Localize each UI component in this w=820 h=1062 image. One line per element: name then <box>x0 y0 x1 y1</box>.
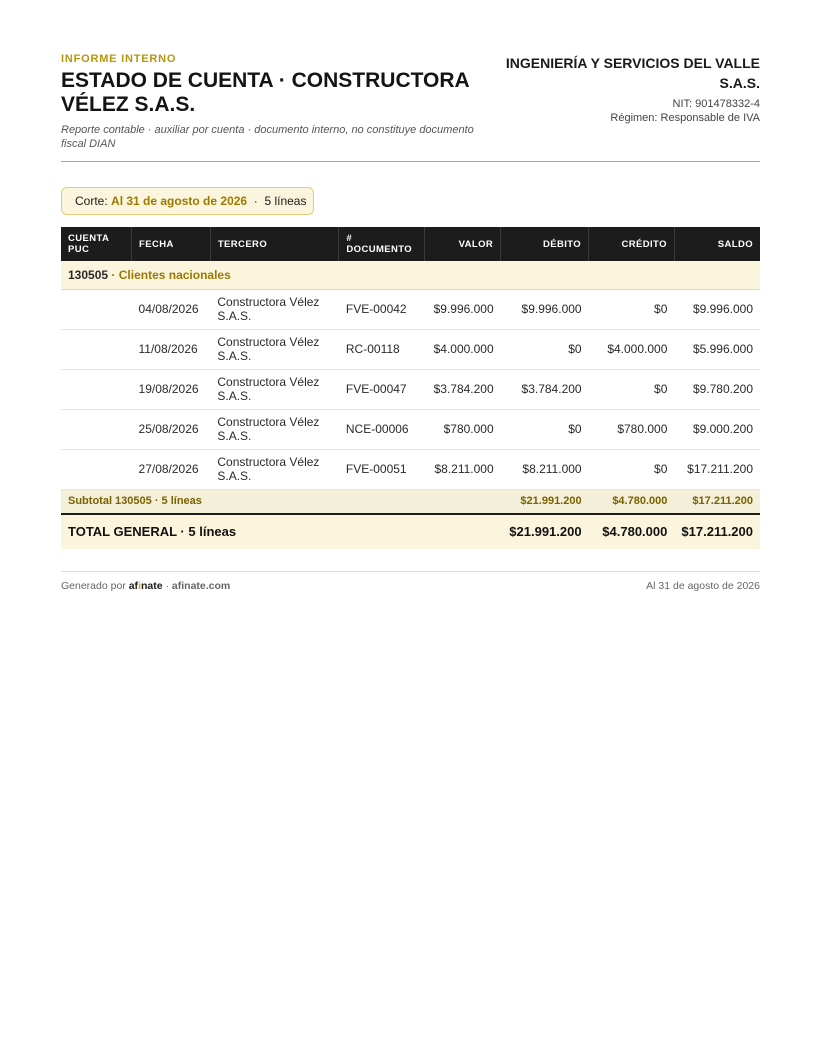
cell-documento: RC-00118 <box>339 329 425 369</box>
cell-valor: $9.996.000 <box>425 289 501 329</box>
account-name: Clientes nacionales <box>118 267 231 282</box>
account-group-row <box>61 261 760 289</box>
report-subtitle: Reporte contable · auxiliar por cuenta · documento interno, no constituye documento fiscal DIAN <box>61 124 474 150</box>
cell-credito: $0 <box>589 369 675 409</box>
report-header <box>61 0 760 162</box>
page-footer <box>61 571 760 595</box>
subtotal-credito: $4.780.000 <box>589 489 675 514</box>
subtotal-label: Subtotal 130505 · 5 líneas <box>61 489 501 514</box>
cell-tercero: Constructora Vélez S.A.S. <box>210 449 339 489</box>
document-page <box>61 0 760 592</box>
table-row <box>61 289 760 329</box>
cell-tercero: Constructora Vélez S.A.S. <box>210 409 339 449</box>
cell-valor: $8.211.000 <box>425 449 501 489</box>
col-header-debito[interactable]: DÉBITO <box>501 227 589 261</box>
cell-cuenta <box>61 409 132 449</box>
cell-tercero: Constructora Vélez S.A.S. <box>210 329 339 369</box>
cell-cuenta <box>61 329 132 369</box>
cell-credito: $0 <box>589 289 675 329</box>
cell-credito: $780.000 <box>589 409 675 449</box>
report-title: ESTADO DE CUENTA · CONSTRUCTORA VÉLEZ S.A.S. <box>61 69 469 116</box>
cutoff-date: Al 31 de agosto de 2026 <box>111 194 248 208</box>
col-header-valor[interactable]: VALOR <box>425 227 501 261</box>
cell-cuenta <box>61 289 132 329</box>
cell-fecha: 27/08/2026 <box>132 449 211 489</box>
cutoff-line-count: 5 líneas <box>264 194 307 208</box>
cell-tercero: Constructora Vélez S.A.S. <box>210 289 339 329</box>
cell-debito: $9.996.000 <box>501 289 589 329</box>
col-header-documento[interactable]: # DOCUMENTO <box>339 227 425 261</box>
cell-credito: $4.000.000 <box>589 329 675 369</box>
cell-debito: $0 <box>501 329 589 369</box>
table-row <box>61 409 760 449</box>
grand-total-credito: $4.780.000 <box>589 514 675 549</box>
brand-logo: afinate <box>128 580 163 592</box>
col-header-saldo[interactable]: SALDO <box>674 227 760 261</box>
table-header-row <box>61 227 760 261</box>
grand-total-label: TOTAL GENERAL · 5 líneas <box>61 514 501 549</box>
cell-documento: FVE-00051 <box>339 449 425 489</box>
cell-saldo: $9.996.000 <box>674 289 760 329</box>
table-row <box>61 369 760 409</box>
col-header-credito[interactable]: CRÉDITO <box>589 227 675 261</box>
table-row <box>61 449 760 489</box>
cell-fecha: 11/08/2026 <box>132 329 211 369</box>
cell-fecha: 25/08/2026 <box>132 409 211 449</box>
cell-cuenta <box>61 449 132 489</box>
subtotal-row <box>61 489 760 514</box>
footer-date: Al 31 de agosto de 2026 <box>646 580 760 592</box>
col-header-tercero[interactable]: TERCERO <box>210 227 339 261</box>
col-header-fecha[interactable]: FECHA <box>132 227 211 261</box>
report-kicker: INFORME INTERNO <box>61 53 177 65</box>
footer-generated-prefix: Generado por <box>61 580 126 592</box>
subtotal-saldo: $17.211.200 <box>674 489 760 514</box>
footer-site-link[interactable]: afinate.com <box>171 580 231 592</box>
footer-generated-by <box>61 580 230 592</box>
cell-credito: $0 <box>589 449 675 489</box>
cell-saldo: $5.996.000 <box>674 329 760 369</box>
company-nit: NIT: 901478332-4 <box>672 98 760 110</box>
cell-fecha: 19/08/2026 <box>132 369 211 409</box>
account-code: 130505 <box>68 267 109 282</box>
ledger-table <box>61 227 760 549</box>
cell-valor: $3.784.200 <box>425 369 501 409</box>
subtotal-debito: $21.991.200 <box>501 489 589 514</box>
cutoff-separator: · <box>253 194 258 208</box>
cell-saldo: $17.211.200 <box>674 449 760 489</box>
account-group-separator: · <box>111 267 116 282</box>
company-regimen: Régimen: Responsable de IVA <box>610 112 760 124</box>
grand-total-saldo: $17.211.200 <box>674 514 760 549</box>
grand-total-row <box>61 514 760 549</box>
grand-total-debito: $21.991.200 <box>501 514 589 549</box>
company-name: INGENIERÍA Y SERVICIOS DEL VALLE S.A.S. <box>505 55 760 91</box>
cell-valor: $780.000 <box>425 409 501 449</box>
cutoff-filter-badge <box>61 187 314 215</box>
cell-debito: $3.784.200 <box>501 369 589 409</box>
cell-documento: FVE-00042 <box>339 289 425 329</box>
footer-separator: · <box>165 580 169 592</box>
cell-debito: $8.211.000 <box>501 449 589 489</box>
cell-tercero: Constructora Vélez S.A.S. <box>210 369 339 409</box>
cell-documento: FVE-00047 <box>339 369 425 409</box>
col-header-cuenta[interactable]: CUENTA PUC <box>61 227 132 261</box>
cutoff-label: Corte: <box>75 194 108 208</box>
cell-cuenta <box>61 369 132 409</box>
cell-documento: NCE-00006 <box>339 409 425 449</box>
account-group-label <box>61 261 760 289</box>
cell-saldo: $9.780.200 <box>674 369 760 409</box>
cell-debito: $0 <box>501 409 589 449</box>
table-row <box>61 329 760 369</box>
cell-fecha: 04/08/2026 <box>132 289 211 329</box>
cell-saldo: $9.000.200 <box>674 409 760 449</box>
cell-valor: $4.000.000 <box>425 329 501 369</box>
